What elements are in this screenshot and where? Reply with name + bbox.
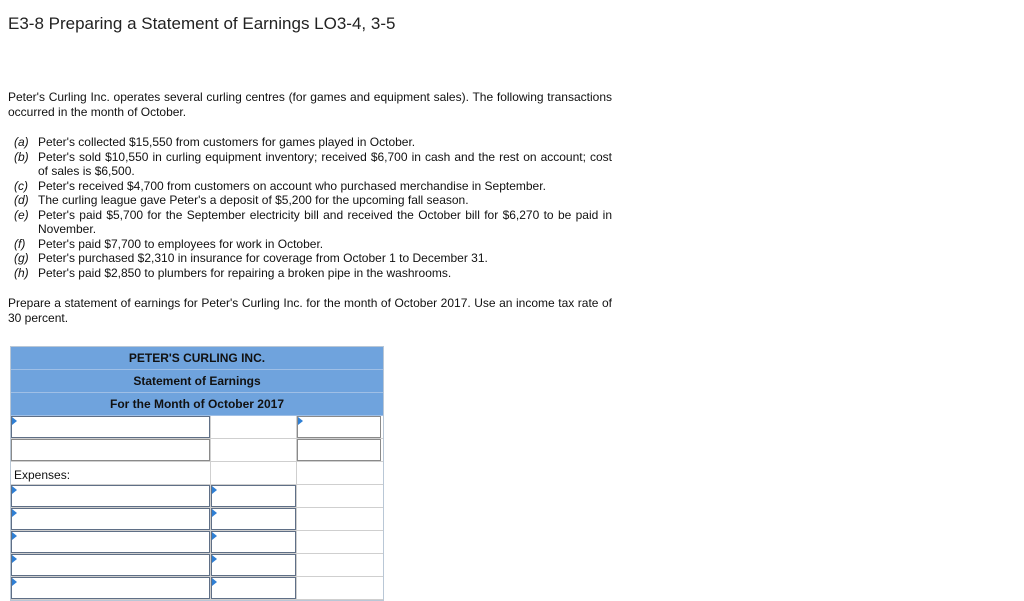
expense-amount-cell: [211, 577, 297, 599]
transaction-letter: (f): [14, 236, 26, 251]
expense-account-cell: [11, 485, 211, 507]
dropdown-marker-icon: [12, 555, 17, 563]
total-amount-input[interactable]: [297, 439, 381, 461]
table-row: [11, 462, 383, 485]
transaction-text: Peter's paid $5,700 for the September electricity bill and received the October bill for $6,270 to be paid in November.: [38, 207, 612, 236]
table-row: [11, 554, 383, 577]
expense-account-input[interactable]: [11, 485, 210, 507]
table-row: [11, 508, 383, 531]
expense-account-input[interactable]: [11, 554, 210, 576]
amount-cell-empty: [211, 416, 297, 438]
list-item: [14, 135, 612, 150]
statement-name-header: Statement of Earnings: [11, 370, 383, 393]
expense-amount-cell: [211, 485, 297, 507]
dropdown-marker-icon: [212, 532, 217, 540]
transaction-text: Peter's purchased $2,310 in insurance for coverage from October 1 to December 31.: [38, 251, 488, 265]
total-cell: [297, 439, 381, 461]
table-row: [11, 531, 383, 554]
expense-account-input[interactable]: [11, 508, 210, 530]
transaction-text: The curling league gave Peter's a deposit of $5,200 for the upcoming fall season.: [38, 193, 469, 207]
expenses-label: Expenses:: [11, 462, 211, 484]
expense-amount-input[interactable]: [211, 485, 296, 507]
account-dropdown-input[interactable]: [11, 439, 210, 461]
dropdown-marker-icon: [12, 417, 17, 425]
expense-amount-cell: [211, 554, 297, 576]
table-row: [11, 416, 383, 439]
transaction-letter: (d): [14, 193, 29, 207]
instruction-text: Prepare a statement of earnings for Peter's Curling Inc. for the month of October 2017. Use an income tax rate of 30 percent.: [8, 296, 612, 325]
total-amount-input[interactable]: [297, 416, 381, 438]
expense-amount-input[interactable]: [211, 554, 296, 576]
dropdown-marker-icon: [298, 417, 303, 425]
list-item: [14, 266, 612, 281]
list-item: [14, 237, 612, 252]
table-row: [11, 439, 383, 462]
transaction-text: Peter's received $4,700 from customers on account who purchased merchandise in September.: [38, 178, 546, 193]
page-title: E3-8 Preparing a Statement of Earnings LO3-4, 3-5: [8, 14, 396, 33]
list-item: [14, 208, 612, 237]
transaction-list: [14, 135, 612, 280]
expense-amount-input[interactable]: [211, 508, 296, 530]
transaction-text: Peter's paid $2,850 to plumbers for repairing a broken pipe in the washrooms.: [38, 265, 452, 280]
list-item: [14, 193, 612, 208]
dropdown-marker-icon: [12, 486, 17, 494]
transaction-text: Peter's paid $7,700 to employees for work in October.: [38, 236, 324, 251]
amount-cell-empty: [211, 439, 297, 461]
account-dropdown-input[interactable]: [11, 416, 210, 438]
expense-account-cell: [11, 508, 211, 530]
expense-account-cell: [11, 531, 211, 553]
dropdown-marker-icon: [12, 509, 17, 517]
statement-of-earnings-table: [10, 346, 384, 601]
total-cell: [297, 416, 381, 438]
table-row: [11, 577, 383, 600]
transaction-letter: (h): [14, 265, 29, 280]
list-item: [14, 179, 612, 194]
transaction-text: Peter's collected $15,550 from customers for games played in October.: [38, 135, 416, 149]
list-item: [14, 251, 612, 266]
transaction-letter: (c): [14, 178, 28, 193]
dropdown-marker-icon: [12, 578, 17, 586]
transaction-letter: (a): [14, 135, 29, 149]
list-item: [14, 150, 612, 179]
expense-account-cell: [11, 554, 211, 576]
expense-amount-input[interactable]: [211, 577, 296, 599]
transaction-letter: (e): [14, 207, 29, 222]
dropdown-marker-icon: [212, 509, 217, 517]
statement-company-header: PETER'S CURLING INC.: [11, 347, 383, 370]
statement-period-header: For the Month of October 2017: [11, 393, 383, 416]
expense-amount-cell: [211, 508, 297, 530]
account-cell: [11, 416, 211, 438]
expense-account-input[interactable]: [11, 577, 210, 599]
dropdown-marker-icon: [212, 486, 217, 494]
transaction-letter: (b): [14, 149, 29, 164]
total-cell-empty: [297, 485, 381, 507]
dropdown-marker-icon: [212, 578, 217, 586]
dropdown-marker-icon: [12, 532, 17, 540]
total-cell-empty: [297, 577, 381, 599]
expense-amount-cell: [211, 531, 297, 553]
transaction-letter: (g): [14, 251, 29, 265]
dropdown-marker-icon: [212, 555, 217, 563]
total-cell-empty: [297, 462, 381, 484]
total-cell-empty: [297, 554, 381, 576]
transaction-text: Peter's sold $10,550 in curling equipment inventory; received $6,700 in cash and the rest on account; cost of sales is $6,500.: [38, 149, 612, 178]
expense-account-input[interactable]: [11, 531, 210, 553]
expense-account-cell: [11, 577, 211, 599]
total-cell-empty: [297, 531, 381, 553]
table-row: [11, 485, 383, 508]
problem-intro: Peter's Curling Inc. operates several curling centres (for games and equipment sales). The following transactions occurred in the month of October.: [8, 90, 612, 119]
account-cell: [11, 439, 211, 461]
amount-cell-empty: [211, 462, 297, 484]
expense-amount-input[interactable]: [211, 531, 296, 553]
total-cell-empty: [297, 508, 381, 530]
